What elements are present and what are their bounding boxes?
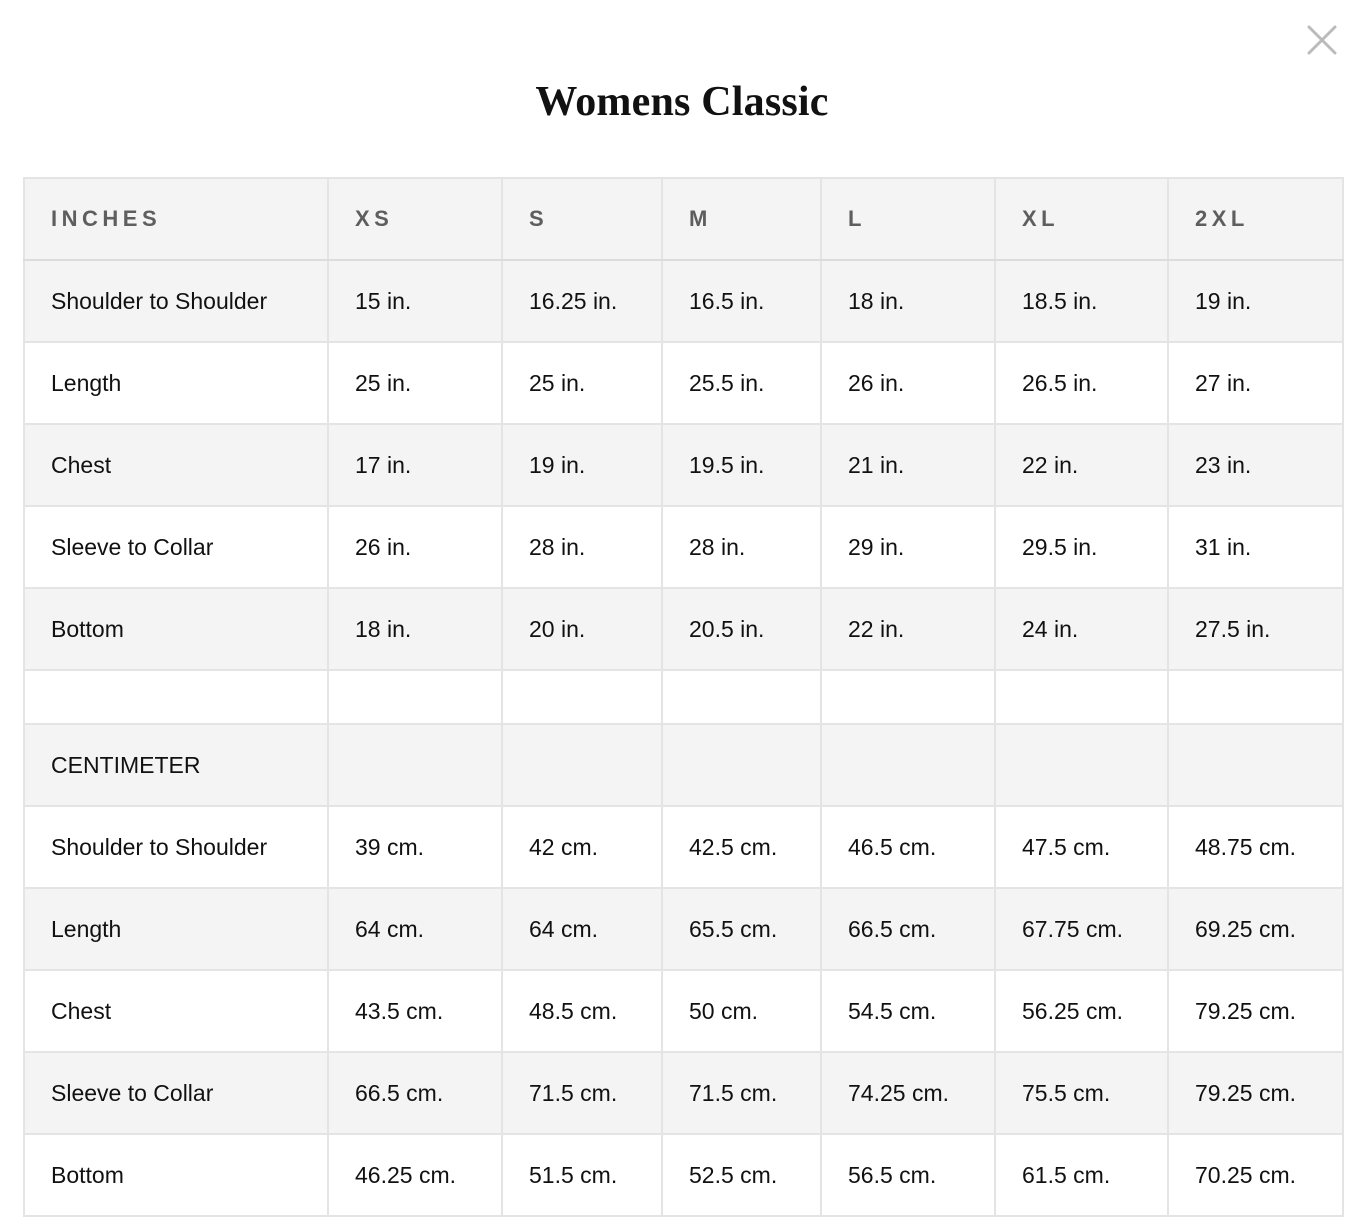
table-cell: 50 cm. [662, 970, 821, 1052]
row-label-cell: Length [24, 342, 328, 424]
table-cell: 17 in. [328, 424, 502, 506]
table-cell: 66.5 cm. [328, 1052, 502, 1134]
table-cell: 26 in. [328, 506, 502, 588]
table-cell [328, 724, 502, 806]
row-label-cell: Shoulder to Shoulder [24, 806, 328, 888]
table-cell: 69.25 cm. [1168, 888, 1343, 970]
row-label-cell: Chest [24, 970, 328, 1052]
header-cell-xs: XS [328, 178, 502, 260]
table-cell: 18 in. [328, 588, 502, 670]
table-cell: 56.25 cm. [995, 970, 1168, 1052]
size-chart-table [23, 177, 1344, 1217]
table-cell [662, 724, 821, 806]
table-cell: 26 in. [821, 342, 995, 424]
table-cell: 16.25 in. [502, 260, 662, 342]
table-cell [328, 670, 502, 724]
table-cell: 54.5 cm. [821, 970, 995, 1052]
table-cell [821, 670, 995, 724]
table-cell: 65.5 cm. [662, 888, 821, 970]
table-row [24, 424, 1343, 506]
header-cell-unit: INCHES [24, 178, 328, 260]
row-label-cell: Bottom [24, 1134, 328, 1216]
table-row [24, 970, 1343, 1052]
table-cell: 28 in. [662, 506, 821, 588]
table-cell: 67.75 cm. [995, 888, 1168, 970]
table-cell: 46.5 cm. [821, 806, 995, 888]
table-cell: 22 in. [995, 424, 1168, 506]
table-cell: 52.5 cm. [662, 1134, 821, 1216]
table-cell: 28 in. [502, 506, 662, 588]
section-heading-row [24, 724, 1343, 806]
table-cell: 71.5 cm. [662, 1052, 821, 1134]
table-cell [1168, 670, 1343, 724]
table-cell [995, 724, 1168, 806]
row-label-cell: Bottom [24, 588, 328, 670]
table-cell: 31 in. [1168, 506, 1343, 588]
table-cell: 42.5 cm. [662, 806, 821, 888]
table-row [24, 506, 1343, 588]
modal-title: Womens Classic [535, 79, 829, 125]
table-cell: 20.5 in. [662, 588, 821, 670]
table-row [24, 806, 1343, 888]
table-cell: 18.5 in. [995, 260, 1168, 342]
header-cell-s: S [502, 178, 662, 260]
table-row [24, 260, 1343, 342]
table-cell: 21 in. [821, 424, 995, 506]
close-button[interactable] [1304, 22, 1340, 58]
table-cell: 51.5 cm. [502, 1134, 662, 1216]
table-cell: 46.25 cm. [328, 1134, 502, 1216]
table-row [24, 1052, 1343, 1134]
table-row [24, 1134, 1343, 1216]
header-cell-2xl: 2XL [1168, 178, 1343, 260]
table-cell: 16.5 in. [662, 260, 821, 342]
table-cell: 64 cm. [328, 888, 502, 970]
table-row [24, 342, 1343, 424]
table-cell: 71.5 cm. [502, 1052, 662, 1134]
table-cell: 22 in. [821, 588, 995, 670]
table-cell: 64 cm. [502, 888, 662, 970]
table-cell: 70.25 cm. [1168, 1134, 1343, 1216]
table-cell: 26.5 in. [995, 342, 1168, 424]
table-cell: 18 in. [821, 260, 995, 342]
table-cell: 25 in. [502, 342, 662, 424]
row-label-cell: CENTIMETER [24, 724, 328, 806]
table-cell: 48.75 cm. [1168, 806, 1343, 888]
table-cell: 79.25 cm. [1168, 1052, 1343, 1134]
table-cell: 15 in. [328, 260, 502, 342]
row-label-cell: Chest [24, 424, 328, 506]
row-label-cell: Shoulder to Shoulder [24, 260, 328, 342]
table-cell: 66.5 cm. [821, 888, 995, 970]
table-cell: 19 in. [502, 424, 662, 506]
row-label-cell: Length [24, 888, 328, 970]
table-cell [502, 724, 662, 806]
table-cell: 79.25 cm. [1168, 970, 1343, 1052]
table-cell: 23 in. [1168, 424, 1343, 506]
table-cell: 19.5 in. [662, 424, 821, 506]
table-cell: 47.5 cm. [995, 806, 1168, 888]
table-cell: 42 cm. [502, 806, 662, 888]
row-label-cell [24, 670, 328, 724]
close-icon[interactable] [1304, 22, 1340, 58]
table-cell: 29.5 in. [995, 506, 1168, 588]
table-cell: 24 in. [995, 588, 1168, 670]
table-cell [502, 670, 662, 724]
table-cell: 56.5 cm. [821, 1134, 995, 1216]
table-cell [821, 724, 995, 806]
header-cell-xl: XL [995, 178, 1168, 260]
table-cell: 27 in. [1168, 342, 1343, 424]
table-cell [1168, 724, 1343, 806]
table-cell: 27.5 in. [1168, 588, 1343, 670]
table-cell: 43.5 cm. [328, 970, 502, 1052]
table-cell: 25 in. [328, 342, 502, 424]
table-cell: 74.25 cm. [821, 1052, 995, 1134]
table-cell: 61.5 cm. [995, 1134, 1168, 1216]
row-label-cell: Sleeve to Collar [24, 1052, 328, 1134]
table-cell: 19 in. [1168, 260, 1343, 342]
table-row [24, 888, 1343, 970]
row-label-cell: Sleeve to Collar [24, 506, 328, 588]
spacer-row [24, 670, 1343, 724]
table-header-row [24, 178, 1343, 260]
header-cell-m: M [662, 178, 821, 260]
header-cell-l: L [821, 178, 995, 260]
table-row [24, 588, 1343, 670]
table-cell: 25.5 in. [662, 342, 821, 424]
table-cell [995, 670, 1168, 724]
table-cell: 29 in. [821, 506, 995, 588]
table-cell: 75.5 cm. [995, 1052, 1168, 1134]
table-cell: 48.5 cm. [502, 970, 662, 1052]
table-cell [662, 670, 821, 724]
table-cell: 20 in. [502, 588, 662, 670]
table-cell: 39 cm. [328, 806, 502, 888]
